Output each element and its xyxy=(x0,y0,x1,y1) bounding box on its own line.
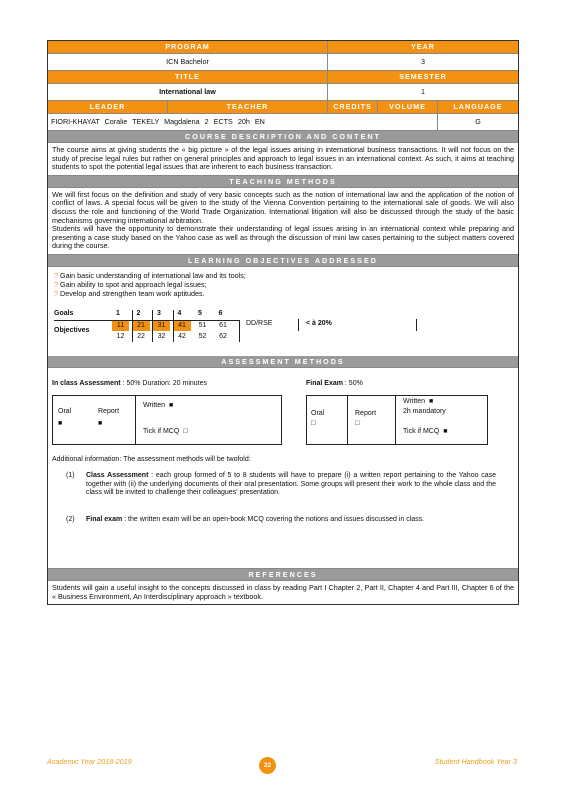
objective-code: 62 xyxy=(219,332,227,340)
final-mcq-check: ■ xyxy=(443,427,448,435)
goal-number: 2 xyxy=(136,309,141,317)
in-class-line xyxy=(52,380,207,387)
volume-label: VOLUME xyxy=(378,101,438,113)
final-mcq-line xyxy=(403,428,447,435)
program-value: ICN Bachelor xyxy=(48,54,328,70)
objective-code: 42 xyxy=(178,332,186,340)
objective-code: 31 xyxy=(153,321,170,331)
goals-label: Goals xyxy=(54,309,74,317)
mcq-line xyxy=(143,428,187,435)
program-header-row xyxy=(48,41,518,54)
item-1-title: Class Assessment xyxy=(86,471,149,479)
footer-academic-year: Academic Year 2018-2019 xyxy=(47,757,132,766)
staff-value-row xyxy=(48,114,518,131)
grid-separator xyxy=(239,320,240,342)
box-divider xyxy=(347,396,348,444)
ddrse-value: < à 20% xyxy=(306,319,332,327)
staff-value: FIORI-KHAYAT Coralie TEKELY Magdalena 2 ECTS 20h EN xyxy=(48,114,438,130)
mcq-checkbox: □ xyxy=(183,427,188,435)
final-oral-check: □ xyxy=(311,419,316,427)
objective-code: 22 xyxy=(137,332,145,340)
written-check: ■ xyxy=(168,401,174,409)
objective-text: Gain basic understanding of international law and its tools; xyxy=(60,270,246,280)
final-oral-label: Oral xyxy=(311,409,325,417)
written-label: Written xyxy=(143,401,166,409)
item-2-title: Final exam xyxy=(86,515,123,523)
final-detail: : 50% xyxy=(344,379,363,387)
staff-header-row xyxy=(48,101,518,114)
item-1-text xyxy=(86,472,496,498)
objective-code: 12 xyxy=(116,332,125,340)
title-header-row xyxy=(48,71,518,84)
in-class-detail: : 50% Duration: 20 minutes xyxy=(122,379,208,387)
leader-label: LEADER xyxy=(48,101,168,113)
goal-number: 4 xyxy=(177,309,182,317)
page-number: 22 xyxy=(259,757,276,774)
methods-paragraph-1: We will first focus on the definition and study of very basic concepts such as the notion of international law and the application of the notion of conflict of laws. A special focus will be given to the study of the Vienna Convention pertaining to the international sale of goods. We will also discuss the role and functioning of the World Trade Organization. International litigation will also be discussed through the study of the basic mechanisms governing international arbitration. xyxy=(52,189,514,225)
goal-number: 3 xyxy=(157,309,161,317)
final-report-label: Report xyxy=(355,409,377,417)
box-divider xyxy=(395,396,396,444)
course-sheet xyxy=(47,40,519,605)
item-1-body: : each group formed of 5 to 8 students will have to prepare (i) a written report pertaining to the Yahoo case together with (ii) the underlying documents of their oral presentation. Some groups will present their work to the whole class and the class will be invited to challenge their colleagues' presentation. xyxy=(86,471,497,497)
year-label: YEAR xyxy=(328,41,518,53)
objective-text: Gain ability to spot and approach legal issues; xyxy=(60,279,207,289)
language-value: G xyxy=(475,117,481,126)
objective-text: Develop and strengthen team work aptitudes. xyxy=(60,288,205,298)
goal-number: 1 xyxy=(116,309,120,317)
ddrse-label: DD/RSE xyxy=(246,319,273,327)
program-label: PROGRAM xyxy=(48,41,328,53)
title-value-row xyxy=(48,84,518,101)
objective-code: 32 xyxy=(157,332,166,340)
teacher-label: TEACHER xyxy=(168,101,328,113)
oral-label: Oral xyxy=(58,407,72,415)
bullet-icon: ? xyxy=(54,270,58,280)
year-value: 3 xyxy=(421,57,425,66)
written-line xyxy=(143,402,173,409)
assessment-heading: ASSESSMENT METHODS xyxy=(48,356,518,368)
program-value-row xyxy=(48,54,518,71)
grid-separator xyxy=(298,319,299,331)
objective-code: 61 xyxy=(219,321,227,329)
mandatory-label: 2h mandatory xyxy=(403,407,446,415)
report-label: Report xyxy=(98,407,120,415)
course-title: International law xyxy=(48,84,328,100)
methods-text xyxy=(48,188,518,255)
final-written-check: ■ xyxy=(428,397,434,405)
objectives-heading: LEARNING OBJECTIVES ADDRESSED xyxy=(48,255,518,267)
objective-code: 21 xyxy=(133,321,150,331)
semester-label: SEMESTER xyxy=(328,71,518,83)
references-text: Students will gain a useful insight to the concepts discussed in class by reading Part I Chapter 2, Part II, Chapter 4 and Part III, Chapter 6 of the « Business Environment, An Interdisciplinary approach » textbook. xyxy=(52,582,514,601)
report-check: ■ xyxy=(98,419,103,427)
additional-info: Additional information: The assessment methods will be twofold: xyxy=(52,455,251,463)
final-mcq-label: Tick if MCQ xyxy=(403,427,440,435)
item-2-number: (2) xyxy=(66,515,75,523)
objective-code: 11 xyxy=(112,321,129,331)
objectives-list xyxy=(48,267,518,300)
description-heading: COURSE DESCRIPTION AND CONTENT xyxy=(48,131,518,143)
semester-value: 1 xyxy=(421,87,425,96)
grid-separator xyxy=(416,319,417,331)
item-2-text xyxy=(86,516,496,525)
objective-item xyxy=(54,280,512,289)
final-written-line xyxy=(403,398,433,405)
methods-paragraph-2: Students will have the opportunity to demonstrate their understanding of legal issues arising in an international context while preparing and presenting a case study based on the Yahoo case as well as through the discussion of mini law cases pertaining to the subject matters covered during the course. xyxy=(52,224,514,251)
final-report-check: □ xyxy=(355,419,360,427)
objectives-label: Objectives xyxy=(54,326,90,334)
goal-number: 5 xyxy=(198,309,202,317)
objective-code: 51 xyxy=(198,321,207,329)
objective-code: 41 xyxy=(174,321,191,331)
references-heading: REFERENCES xyxy=(48,569,518,581)
objective-item xyxy=(54,289,512,298)
in-class-box xyxy=(52,395,282,445)
final-written-label: Written xyxy=(403,397,426,405)
goals-grid xyxy=(48,300,518,356)
language-label: LANGUAGE xyxy=(438,101,518,113)
oral-check: ■ xyxy=(58,419,63,427)
item-2-body: : the written exam will be an open-book MCQ covering the notions and issues discussed in class. xyxy=(124,515,425,523)
description-text: The course aims at giving students the « big picture » of the legal issues arising in international business transactions. It will not focus on the study of precise legal rules but rather on general principles and approach to legal issues in an international context. As such, it aims at teaching students to spot the potential legal issues that are inherent to each business transaction. xyxy=(48,143,518,176)
mcq-label: Tick if MCQ xyxy=(143,427,180,435)
final-box xyxy=(306,395,488,445)
goal-number: 6 xyxy=(218,309,223,317)
assessment-section xyxy=(48,368,518,569)
in-class-label: In class Assessment xyxy=(52,379,121,387)
footer-handbook: Student Handbook Year 3 xyxy=(434,757,517,766)
objective-item xyxy=(54,271,512,280)
bullet-icon: ? xyxy=(54,279,58,289)
final-line xyxy=(306,380,363,387)
bullet-icon: ? xyxy=(54,288,58,298)
credits-label: CREDITS xyxy=(328,101,378,113)
final-label: Final Exam xyxy=(306,379,343,387)
objective-code: 52 xyxy=(198,332,207,340)
methods-heading: TEACHING METHODS xyxy=(48,176,518,188)
item-1-number: (1) xyxy=(66,471,75,479)
box-divider xyxy=(135,396,136,444)
title-label: TITLE xyxy=(48,71,328,83)
